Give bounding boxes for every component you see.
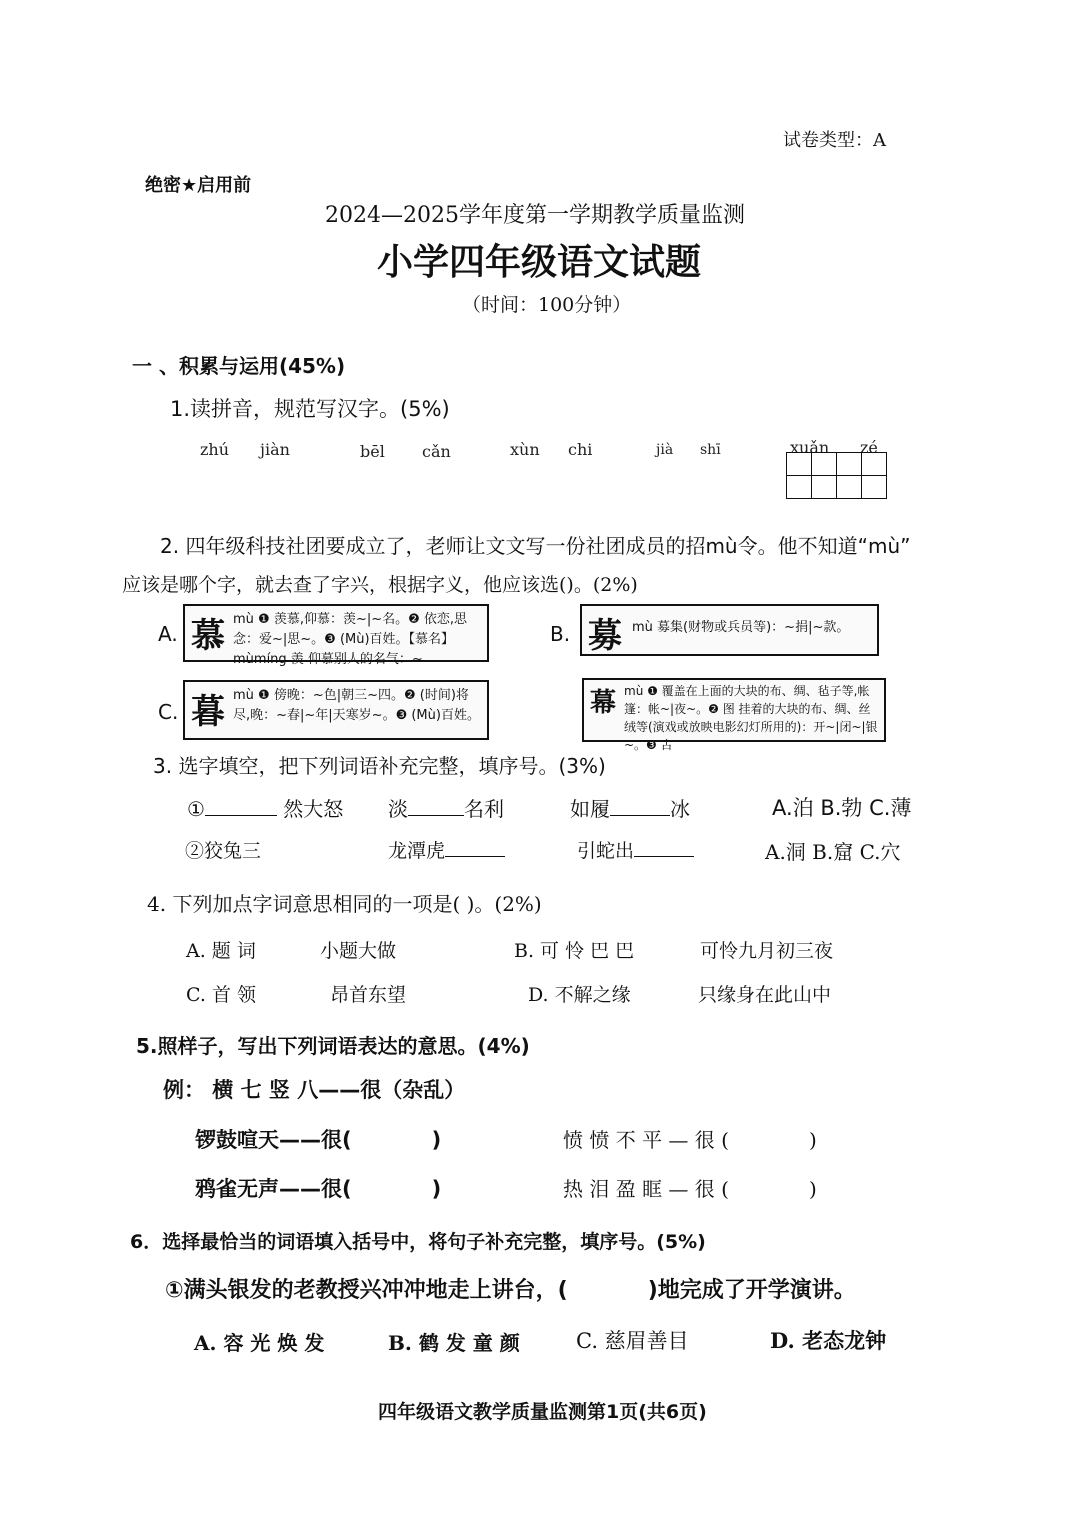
q3-prompt: 3. 选字填空，把下列词语补充完整，填序号。(3%): [153, 754, 606, 778]
pinyin-1: jiàn: [260, 440, 290, 459]
word-text: 名利: [464, 797, 504, 821]
q1-prompt: 1.读拼音，规范写汉字。(5%): [170, 397, 450, 421]
paper-type: 试卷类型：A: [783, 130, 886, 151]
dict-text-a: mù ❶ 羡慕,仰慕：羡~|~名。❷ 依恋,思念：爱~|思~。❸ (Mù)百姓。【慕名】mùmíng 羡 仰慕别人的名气：~: [233, 612, 468, 667]
q6-prompt: 6．选择最恰当的词语填入括号中，将句子补充完整，填序号。(5%): [130, 1231, 706, 1253]
grid-cell[interactable]: [812, 476, 837, 499]
sentence-part: )地完成了开学演讲。: [647, 1278, 856, 1303]
q6-choice-c: C. 慈眉善目: [576, 1329, 689, 1353]
pinyin-9: zé: [860, 438, 878, 457]
pinyin-4: xùn: [510, 440, 540, 459]
dict-entry-a: [183, 604, 489, 667]
q2-option-a-label: A.: [158, 622, 178, 646]
grid-cell[interactable]: [787, 476, 812, 499]
pinyin-7: shī: [700, 442, 721, 458]
pinyin-8: xuǎn: [790, 438, 830, 457]
pinyin-0: zhú: [200, 440, 230, 459]
grid-cell[interactable]: [837, 476, 862, 499]
exam-subtitle: 2024—2025学年度第一学期教学质量监测: [325, 203, 745, 228]
word-text: 然大怒: [283, 797, 344, 821]
q3-row2-item1: ②狡兔三: [185, 840, 262, 862]
q3-row1-item2: [388, 793, 504, 822]
grid-cell[interactable]: [837, 453, 862, 476]
q6-choice-b: B. 鹤 发 童 颜: [388, 1331, 520, 1355]
pinyin-5: chi: [568, 440, 593, 459]
dict-char-c: 暮: [191, 692, 225, 732]
word-text: 冰: [670, 797, 690, 821]
q5-prompt: 5.照样子，写出下列词语表达的意思。(4%): [136, 1034, 530, 1058]
dict-char-d: 幕: [590, 688, 617, 718]
q2-line2: 应该是哪个字，就去查了字兴，根据字义，他应该选()。(2%): [122, 574, 638, 596]
grid-cell[interactable]: [862, 476, 887, 499]
pinyin-2: bēl: [360, 442, 385, 461]
q4-option-a-phrase: 小题大做: [320, 940, 397, 962]
q4-prompt: 4. 下列加点字词意思相同的一项是( )。(2%): [147, 892, 542, 916]
closing-paren: ): [431, 1128, 442, 1152]
q4-option-d-phrase: 只缘身在此山中: [698, 984, 832, 1006]
dict-char-b: 募: [588, 616, 622, 656]
q2-option-c-label: C.: [158, 700, 179, 724]
q4-option-c-phrase: 昂首东望: [330, 984, 407, 1006]
dict-text-d: mù ❶ 覆盖在上面的大块的布、绸、毡子等,帐篷：帐~|夜~。❷ 图 挂着的大块的布、绸、丝绒等(演戏或放映电影幻灯所用的)：开~|闭~|银~。❸ 古: [624, 684, 878, 752]
q4-option-b-phrase: 可怜九月初三夜: [700, 940, 834, 962]
dict-text-c: mù ❶ 傍晚：~色|朝三~四。❷ (时间)将尽,晚：~春|~年|天寒岁~。❸ (Mù)百姓。: [233, 688, 480, 723]
grid-cell[interactable]: [812, 453, 837, 476]
q3-row1-item3: [570, 793, 690, 822]
item-text: 热 泪 盈 眶 — 很 (: [563, 1177, 729, 1201]
q4-option-d: D. 不解之缘: [528, 984, 631, 1006]
answer-blank[interactable]: [610, 815, 670, 816]
dict-char-a: 慕: [191, 616, 225, 656]
item-text: 鸦雀无声——很(: [195, 1177, 352, 1201]
q5-example: 例： 横 七 竖 八——很（杂乱）: [163, 1078, 466, 1102]
pinyin-3: cǎn: [422, 442, 451, 461]
item-text: 锣鼓喧天——很(: [195, 1128, 352, 1152]
q4-option-c: C. 首 领: [186, 984, 256, 1006]
secret-label: 绝密★启用前: [145, 175, 252, 196]
q3-row2-choices: A.洞 B.窟 C.穴: [765, 840, 901, 864]
q3-row1-item1: [187, 793, 343, 822]
word-text: 淡: [388, 797, 408, 821]
section-heading: 一 、积累与运用(45%): [132, 354, 346, 378]
exam-time: （时间：100分钟）: [462, 294, 632, 316]
q2-option-b-label: B.: [550, 622, 571, 646]
circle-number: ①: [187, 797, 205, 821]
grid-cell[interactable]: [862, 453, 887, 476]
q3-row1-choices: A.泊 B.勃 C.薄: [772, 796, 912, 820]
dict-entry-b: [580, 604, 879, 656]
answer-blank[interactable]: [634, 856, 694, 857]
q6-choice-a: A. 容 光 焕 发: [194, 1331, 325, 1355]
closing-paren: ): [808, 1177, 817, 1201]
word-text: 引蛇出: [577, 840, 635, 862]
writing-grid: [786, 452, 887, 499]
q2-line1: 2. 四年级科技社团要成立了，老师让文文写一份社团成员的招mù令。他不知道“mù”: [160, 534, 911, 558]
q3-row2-item2: [388, 836, 505, 863]
item-text: 愤 愤 不 平 — 很 (: [563, 1128, 729, 1152]
q4-option-a: A. 题 词: [186, 940, 256, 962]
sentence-part: ①满头银发的老教授兴冲冲地走上讲台，(: [165, 1278, 568, 1303]
closing-paren: ): [808, 1128, 817, 1152]
grid-cell[interactable]: [787, 453, 812, 476]
word-text: 龙潭虎: [388, 840, 446, 862]
page-title: 小学四年级语文试题: [377, 242, 702, 283]
q4-option-b: B. 可 怜 巴 巴: [514, 940, 635, 962]
answer-blank[interactable]: [445, 856, 505, 857]
q5-item1: [195, 1124, 441, 1154]
pinyin-6: jià: [656, 442, 674, 458]
q5-item4: [563, 1173, 817, 1202]
answer-blank[interactable]: [408, 815, 464, 816]
answer-blank[interactable]: [205, 815, 277, 816]
word-text: 如履: [570, 797, 610, 821]
q3-row2-item3: [577, 836, 694, 863]
dict-entry-d: [582, 678, 886, 752]
page-footer: 四年级语文教学质量监测第1页(共6页): [378, 1401, 707, 1423]
dict-text-b: mù 募集(财物或兵员等)：~捐|~款。: [632, 620, 850, 635]
closing-paren: ): [431, 1177, 442, 1201]
q5-item3: [195, 1173, 441, 1203]
q6-sentence: [165, 1273, 856, 1304]
q6-choice-d: D. 老态龙钟: [770, 1328, 887, 1353]
q5-item2: [563, 1124, 817, 1153]
dict-entry-c: [183, 680, 489, 740]
